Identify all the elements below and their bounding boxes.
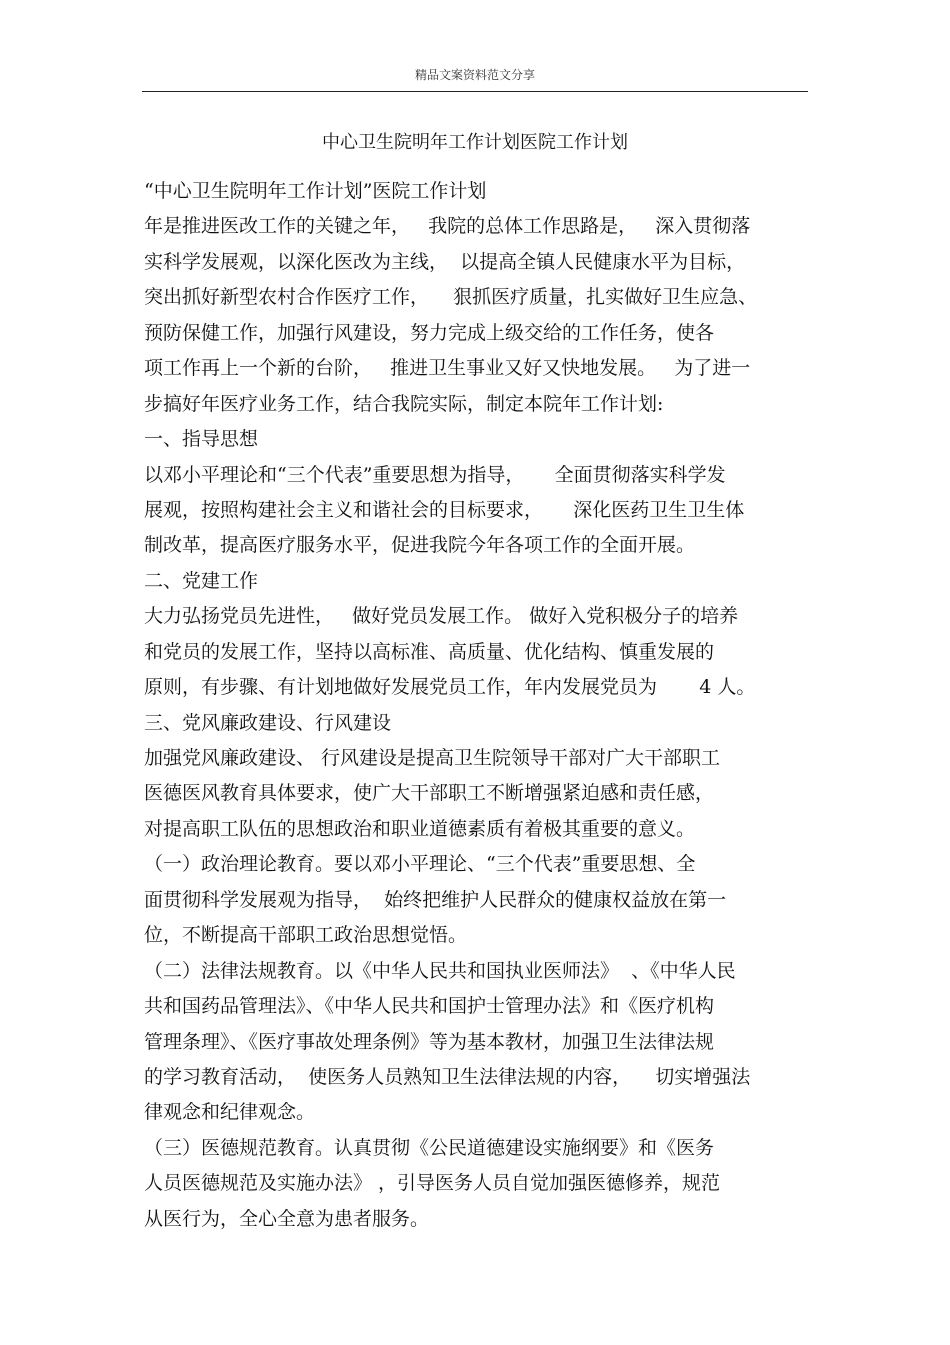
section-heading: 二、党建工作 (144, 569, 259, 592)
body-line: 共和国药品管理法》、《中华人民共和国护士管理办法》和《医疗机构 (144, 995, 715, 1018)
section-heading: 三、党风廉政建设、行风建设 (144, 711, 392, 734)
section-heading: 一、指导思想 (144, 428, 259, 451)
document-body (144, 174, 810, 1237)
body-line: 实科学发展观，以深化医改为主线， 以提高全镇人民健康水平为目标， (144, 250, 746, 273)
body-line: 的学习教育活动， 使医务人员熟知卫生法律法规的内容， 切实增强法 (144, 1065, 751, 1088)
body-line: 展观，按照构建社会主义和谐社会的目标要求， 深化医药卫生卫生体 (144, 498, 745, 521)
body-line: 项工作再上一个新的台阶， 推进卫生事业又好又快地发展。 为了进一 (144, 357, 751, 380)
body-line: 管理条理》、《医疗事故处理条例》等为基本教材，加强卫生法律法规 (144, 1030, 715, 1053)
body-line: 从医行为，全心全意为患者服务。 (144, 1207, 430, 1230)
header-divider (142, 91, 808, 92)
body-line: 步搞好年医疗业务工作，结合我院实际，制定本院年工作计划: (144, 392, 664, 415)
subsection-line: （二）法律法规教育。以《中华人民共和国执业医师法》 、《中华人民 (144, 959, 736, 982)
body-line: 对提高职工队伍的思想政治和职业道德素质有着极其重要的意义。 (144, 817, 696, 840)
subsection-line: （一）政治理论教育。要以邓小平理论、“三个代表”重要思想、全 (144, 853, 696, 876)
body-line: “中心卫生院明年工作计划”医院工作计划 (144, 180, 487, 202)
body-line: 和党员的发展工作，坚持以高标准、高质量、优化结构、慎重发展的 (144, 640, 715, 663)
body-line: 制改革，提高医疗服务水平，促进我院今年各项工作的全面开展。 (144, 534, 696, 557)
body-line: 面贯彻科学发展观为指导， 始终把维护人民群众的健康权益放在第一 (144, 888, 727, 911)
document-title: 中心卫生院明年工作计划医院工作计划 (322, 132, 628, 153)
body-line: 律观念和纪律观念。 (144, 1101, 316, 1124)
body-line: 以邓小平理论和“三个代表”重要思想为指导， 全面贯彻落实科学发 (144, 463, 726, 486)
body-line: 年是推进医改工作的关键之年， 我院的总体工作思路是， 深入贯彻落 (144, 215, 751, 238)
body-line: 原则，有步骤、有计划地做好发展党员工作，年内发展党员为 4 人。 (144, 676, 756, 699)
body-line: 大力弘扬党员先进性， 做好党员发展工作。 做好入党积极分子的培养 (144, 605, 739, 628)
body-line: 加强党风廉政建设、 行风建设是提高卫生院领导干部对广大干部职工 (144, 747, 721, 769)
body-line: 突出抓好新型农村合作医疗工作， 狠抓医疗质量，扎实做好卫生应急、 (144, 286, 758, 309)
body-line: 医德医风教育具体要求，使广大干部职工不断增强紧迫感和责任感， (144, 782, 715, 805)
subsection-line: （三）医德规范教育。认真贯彻《公民道德建设实施纲要》和《医务 (144, 1136, 715, 1159)
body-line: 预防保健工作，加强行风建设，努力完成上级交给的工作任务，使各 (144, 321, 715, 344)
page-header: 精品文案资料范文分享 (414, 68, 535, 82)
body-line: 位，不断提高干部职工政治思想觉悟。 (144, 924, 468, 947)
body-line: 人员医德规范及实施办法》 ，引导医务人员自觉加强医德修养，规范 (144, 1172, 721, 1195)
